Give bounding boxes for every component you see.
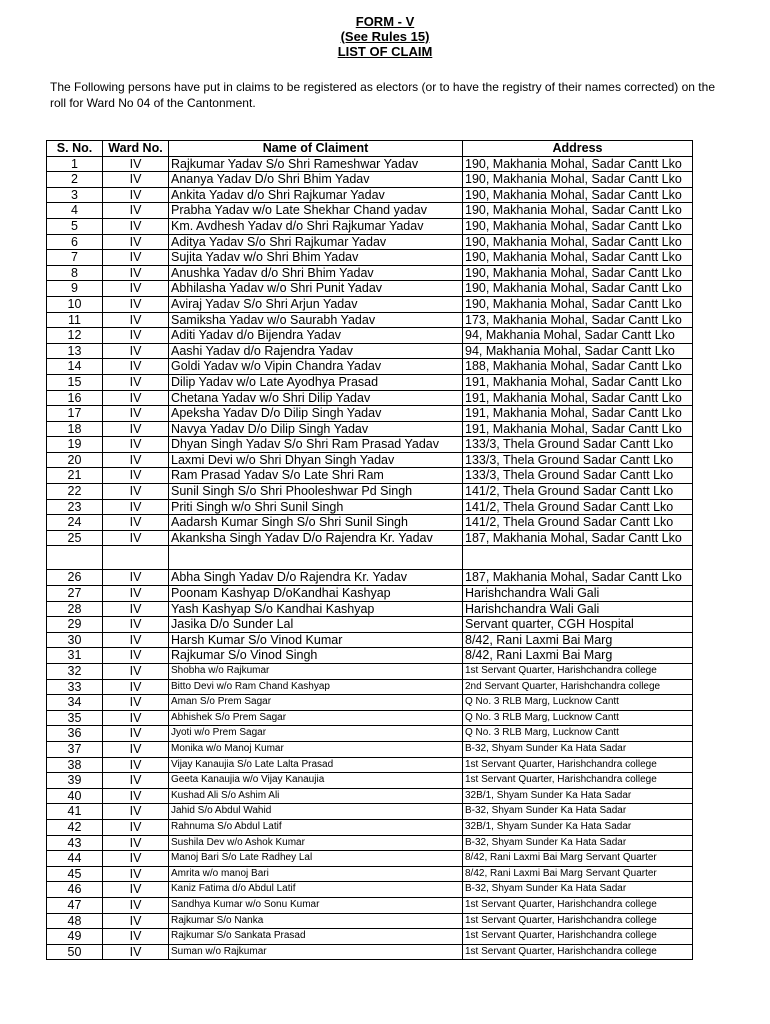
cell-sno: 33 [47, 679, 103, 695]
cell-name: Km. Avdhesh Yadav d/o Shri Rajkumar Yadav [169, 218, 463, 234]
cell-address: 133/3, Thela Ground Sadar Cantt Lko [463, 437, 693, 453]
cell-sno: 6 [47, 234, 103, 250]
table-row [47, 234, 693, 250]
cell-ward: IV [103, 437, 169, 453]
cell-name: Laxmi Devi w/o Shri Dhyan Singh Yadav [169, 452, 463, 468]
cell-ward: IV [103, 601, 169, 617]
table-row [47, 250, 693, 266]
cell-name: Sunil Singh S/o Shri Phooleshwar Pd Singh [169, 484, 463, 500]
cell-ward: IV [103, 172, 169, 188]
cell-sno: 15 [47, 374, 103, 390]
cell-name [169, 546, 463, 570]
cell-name: Abha Singh Yadav D/o Rajendra Kr. Yadav [169, 570, 463, 586]
cell-sno: 36 [47, 726, 103, 742]
cell-ward: IV [103, 929, 169, 945]
cell-ward: IV [103, 897, 169, 913]
table-row [47, 296, 693, 312]
list-title: LIST OF CLAIM [337, 44, 433, 59]
table-row [47, 546, 693, 570]
cell-address: B-32, Shyam Sunder Ka Hata Sadar [463, 882, 693, 898]
cell-name: Bitto Devi w/o Ram Chand Kashyap [169, 679, 463, 695]
cell-name: Kaniz Fatima d/o Abdul Latif [169, 882, 463, 898]
cell-name: Samiksha Yadav w/o Saurabh Yadav [169, 312, 463, 328]
table-row [47, 265, 693, 281]
table-row [47, 726, 693, 742]
cell-address: 191, Makhania Mohal, Sadar Cantt Lko [463, 421, 693, 437]
cell-address: 1st Servant Quarter, Harishchandra college [463, 757, 693, 773]
table-row [47, 664, 693, 680]
cell-sno: 28 [47, 601, 103, 617]
table-row [47, 804, 693, 820]
table-row [47, 530, 693, 546]
cell-name: Rajkumar S/o Sankata Prasad [169, 929, 463, 945]
cell-sno: 22 [47, 484, 103, 500]
table-row [47, 468, 693, 484]
cell-ward: IV [103, 788, 169, 804]
cell-address: 1st Servant Quarter, Harishchandra college [463, 773, 693, 789]
cell-name: Priti Singh w/o Shri Sunil Singh [169, 499, 463, 515]
cell-ward: IV [103, 804, 169, 820]
cell-address: B-32, Shyam Sunder Ka Hata Sadar [463, 741, 693, 757]
rules-reference: (See Rules 15) [340, 29, 430, 44]
cell-name: Anushka Yadav d/o Shri Bhim Yadav [169, 265, 463, 281]
table-row [47, 835, 693, 851]
cell-ward: IV [103, 187, 169, 203]
cell-sno: 46 [47, 882, 103, 898]
cell-ward: IV [103, 617, 169, 633]
cell-ward: IV [103, 234, 169, 250]
cell-name: Harsh Kumar S/o Vinod Kumar [169, 632, 463, 648]
table-row [47, 499, 693, 515]
cell-sno: 44 [47, 851, 103, 867]
claims-table-body [47, 156, 693, 960]
cell-address: 94, Makhania Mohal, Sadar Cantt Lko [463, 343, 693, 359]
cell-address: Q No. 3 RLB Marg, Lucknow Cantt [463, 695, 693, 711]
cell-sno [47, 546, 103, 570]
cell-address: B-32, Shyam Sunder Ka Hata Sadar [463, 804, 693, 820]
cell-sno: 27 [47, 586, 103, 602]
cell-ward: IV [103, 944, 169, 960]
table-row [47, 187, 693, 203]
table-row [47, 203, 693, 219]
cell-name: Sandhya Kumar w/o Sonu Kumar [169, 897, 463, 913]
cell-address: 1st Servant Quarter, Harishchandra college [463, 664, 693, 680]
cell-sno: 32 [47, 664, 103, 680]
cell-name: Akanksha Singh Yadav D/o Rajendra Kr. Yadav [169, 530, 463, 546]
cell-name: Shobha w/o Rajkumar [169, 664, 463, 680]
cell-name: Ram Prasad Yadav S/o Late Shri Ram [169, 468, 463, 484]
cell-ward: IV [103, 679, 169, 695]
cell-ward: IV [103, 586, 169, 602]
table-row [47, 218, 693, 234]
cell-address: 1st Servant Quarter, Harishchandra college [463, 929, 693, 945]
cell-address: 141/2, Thela Ground Sadar Cantt Lko [463, 499, 693, 515]
cell-address: 190, Makhania Mohal, Sadar Cantt Lko [463, 250, 693, 266]
table-row [47, 913, 693, 929]
cell-ward: IV [103, 695, 169, 711]
cell-address: Harishchandra Wali Gali [463, 586, 693, 602]
cell-ward: IV [103, 406, 169, 422]
table-row [47, 406, 693, 422]
cell-address: 187, Makhania Mohal, Sadar Cantt Lko [463, 570, 693, 586]
cell-sno: 26 [47, 570, 103, 586]
cell-sno: 4 [47, 203, 103, 219]
table-row [47, 484, 693, 500]
cell-address: 188, Makhania Mohal, Sadar Cantt Lko [463, 359, 693, 375]
cell-address: 8/42, Rani Laxmi Bai Marg Servant Quarter [463, 851, 693, 867]
cell-sno: 13 [47, 343, 103, 359]
cell-ward: IV [103, 468, 169, 484]
cell-address: 133/3, Thela Ground Sadar Cantt Lko [463, 468, 693, 484]
cell-address: 173, Makhania Mohal, Sadar Cantt Lko [463, 312, 693, 328]
cell-ward: IV [103, 851, 169, 867]
cell-sno: 45 [47, 866, 103, 882]
cell-address: 1st Servant Quarter, Harishchandra college [463, 897, 693, 913]
cell-name: Rahnuma S/o Abdul Latif [169, 819, 463, 835]
cell-ward: IV [103, 741, 169, 757]
cell-ward: IV [103, 421, 169, 437]
cell-sno: 10 [47, 296, 103, 312]
column-header-sno: S. No. [47, 141, 103, 157]
cell-name: Aadarsh Kumar Singh S/o Shri Sunil Singh [169, 515, 463, 531]
cell-name: Monika w/o Manoj Kumar [169, 741, 463, 757]
cell-address: 1st Servant Quarter, Harishchandra college [463, 944, 693, 960]
cell-sno: 42 [47, 819, 103, 835]
table-row [47, 156, 693, 172]
column-header-address: Address [463, 141, 693, 157]
cell-address: B-32, Shyam Sunder Ka Hata Sadar [463, 835, 693, 851]
table-row [47, 281, 693, 297]
cell-ward: IV [103, 374, 169, 390]
cell-ward: IV [103, 632, 169, 648]
cell-ward: IV [103, 819, 169, 835]
cell-address: 32B/1, Shyam Sunder Ka Hata Sadar [463, 819, 693, 835]
cell-ward: IV [103, 664, 169, 680]
cell-address [463, 546, 693, 570]
cell-sno: 12 [47, 328, 103, 344]
table-row [47, 929, 693, 945]
cell-address: 141/2, Thela Ground Sadar Cantt Lko [463, 515, 693, 531]
cell-ward: IV [103, 281, 169, 297]
cell-sno: 41 [47, 804, 103, 820]
table-row [47, 741, 693, 757]
cell-address: 32B/1, Shyam Sunder Ka Hata Sadar [463, 788, 693, 804]
table-row [47, 359, 693, 375]
cell-name: Kushad Ali S/o Ashim Ali [169, 788, 463, 804]
cell-sno: 30 [47, 632, 103, 648]
cell-name: Abhilasha Yadav w/o Shri Punit Yadav [169, 281, 463, 297]
cell-ward: IV [103, 570, 169, 586]
table-row [47, 421, 693, 437]
cell-name: Ankita Yadav d/o Shri Rajkumar Yadav [169, 187, 463, 203]
cell-name: Poonam Kashyap D/oKandhai Kashyap [169, 586, 463, 602]
cell-ward: IV [103, 312, 169, 328]
cell-ward: IV [103, 218, 169, 234]
cell-name: Prabha Yadav w/o Late Shekhar Chand yadav [169, 203, 463, 219]
cell-sno: 9 [47, 281, 103, 297]
cell-name: Rajkumar S/o Nanka [169, 913, 463, 929]
cell-ward: IV [103, 866, 169, 882]
cell-ward [103, 546, 169, 570]
cell-name: Chetana Yadav w/o Shri Dilip Yadav [169, 390, 463, 406]
table-row [47, 757, 693, 773]
cell-ward: IV [103, 648, 169, 664]
cell-address: 191, Makhania Mohal, Sadar Cantt Lko [463, 374, 693, 390]
cell-name: Yash Kashyap S/o Kandhai Kashyap [169, 601, 463, 617]
cell-name: Manoj Bari S/o Late Radhey Lal [169, 851, 463, 867]
cell-sno: 40 [47, 788, 103, 804]
cell-sno: 38 [47, 757, 103, 773]
cell-ward: IV [103, 757, 169, 773]
cell-ward: IV [103, 156, 169, 172]
cell-name: Navya Yadav D/o Dilip Singh Yadav [169, 421, 463, 437]
cell-ward: IV [103, 452, 169, 468]
cell-sno: 17 [47, 406, 103, 422]
cell-name: Aditi Yadav d/o Bijendra Yadav [169, 328, 463, 344]
table-row [47, 944, 693, 960]
cell-ward: IV [103, 203, 169, 219]
cell-name: Ananya Yadav D/o Shri Bhim Yadav [169, 172, 463, 188]
cell-ward: IV [103, 499, 169, 515]
cell-name: Apeksha Yadav D/o Dilip Singh Yadav [169, 406, 463, 422]
cell-address: 133/3, Thela Ground Sadar Cantt Lko [463, 452, 693, 468]
cell-address: 190, Makhania Mohal, Sadar Cantt Lko [463, 172, 693, 188]
cell-ward: IV [103, 773, 169, 789]
cell-address: 8/42, Rani Laxmi Bai Marg [463, 632, 693, 648]
cell-ward: IV [103, 530, 169, 546]
cell-name: Jasika D/o Sunder Lal [169, 617, 463, 633]
cell-name: Dilip Yadav w/o Late Ayodhya Prasad [169, 374, 463, 390]
cell-ward: IV [103, 726, 169, 742]
intro-paragraph: The Following persons have put in claims to be registered as electors (or to have the registry of their names corrected) on the roll for Ward No 04 of the Cantonment. [50, 80, 715, 110]
cell-address: 2nd Servant Quarter, Harishchandra college [463, 679, 693, 695]
cell-name: Geeta Kanaujia w/o Vijay Kanaujia [169, 773, 463, 789]
cell-address: 141/2, Thela Ground Sadar Cantt Lko [463, 484, 693, 500]
table-row [47, 710, 693, 726]
table-row [47, 515, 693, 531]
cell-ward: IV [103, 913, 169, 929]
table-row [47, 819, 693, 835]
table-row [47, 437, 693, 453]
cell-address: 1st Servant Quarter, Harishchandra college [463, 913, 693, 929]
cell-sno: 20 [47, 452, 103, 468]
cell-sno: 23 [47, 499, 103, 515]
table-row [47, 312, 693, 328]
table-row [47, 648, 693, 664]
cell-ward: IV [103, 265, 169, 281]
cell-address: 94, Makhania Mohal, Sadar Cantt Lko [463, 328, 693, 344]
cell-sno: 5 [47, 218, 103, 234]
cell-sno: 50 [47, 944, 103, 960]
cell-address: 187, Makhania Mohal, Sadar Cantt Lko [463, 530, 693, 546]
cell-sno: 37 [47, 741, 103, 757]
cell-address: Servant quarter, CGH Hospital [463, 617, 693, 633]
cell-address: 190, Makhania Mohal, Sadar Cantt Lko [463, 281, 693, 297]
table-row [47, 601, 693, 617]
cell-ward: IV [103, 296, 169, 312]
cell-ward: IV [103, 484, 169, 500]
cell-sno: 43 [47, 835, 103, 851]
cell-name: Abhishek S/o Prem Sagar [169, 710, 463, 726]
cell-name: Sushila Dev w/o Ashok Kumar [169, 835, 463, 851]
cell-sno: 25 [47, 530, 103, 546]
cell-address: 191, Makhania Mohal, Sadar Cantt Lko [463, 406, 693, 422]
cell-sno: 21 [47, 468, 103, 484]
cell-name: Goldi Yadav w/o Vipin Chandra Yadav [169, 359, 463, 375]
cell-name: Jyoti w/o Prem Sagar [169, 726, 463, 742]
cell-name: Sujita Yadav w/o Shri Bhim Yadav [169, 250, 463, 266]
table-row [47, 570, 693, 586]
cell-sno: 29 [47, 617, 103, 633]
cell-address: Harishchandra Wali Gali [463, 601, 693, 617]
cell-sno: 8 [47, 265, 103, 281]
cell-address: 190, Makhania Mohal, Sadar Cantt Lko [463, 218, 693, 234]
cell-name: Aditya Yadav S/o Shri Rajkumar Yadav [169, 234, 463, 250]
cell-name: Rajkumar Yadav S/o Shri Rameshwar Yadav [169, 156, 463, 172]
cell-sno: 49 [47, 929, 103, 945]
table-row [47, 897, 693, 913]
table-row [47, 632, 693, 648]
cell-ward: IV [103, 328, 169, 344]
cell-address: 8/42, Rani Laxmi Bai Marg [463, 648, 693, 664]
cell-sno: 39 [47, 773, 103, 789]
cell-address: 8/42, Rani Laxmi Bai Marg Servant Quarter [463, 866, 693, 882]
cell-address: 190, Makhania Mohal, Sadar Cantt Lko [463, 265, 693, 281]
cell-address: 190, Makhania Mohal, Sadar Cantt Lko [463, 296, 693, 312]
cell-ward: IV [103, 515, 169, 531]
cell-sno: 2 [47, 172, 103, 188]
cell-name: Jahid S/o Abdul Wahid [169, 804, 463, 820]
cell-sno: 11 [47, 312, 103, 328]
table-row [47, 172, 693, 188]
cell-address: Q No. 3 RLB Marg, Lucknow Cantt [463, 710, 693, 726]
column-header-ward: Ward No. [103, 141, 169, 157]
cell-sno: 1 [47, 156, 103, 172]
table-row [47, 851, 693, 867]
table-row [47, 328, 693, 344]
cell-sno: 14 [47, 359, 103, 375]
table-row [47, 882, 693, 898]
cell-sno: 3 [47, 187, 103, 203]
cell-ward: IV [103, 710, 169, 726]
cell-ward: IV [103, 390, 169, 406]
cell-sno: 19 [47, 437, 103, 453]
column-header-name: Name of Claiment [169, 141, 463, 157]
cell-address: 190, Makhania Mohal, Sadar Cantt Lko [463, 234, 693, 250]
cell-address: Q No. 3 RLB Marg, Lucknow Cantt [463, 726, 693, 742]
table-row [47, 695, 693, 711]
table-row [47, 343, 693, 359]
cell-sno: 24 [47, 515, 103, 531]
cell-sno: 18 [47, 421, 103, 437]
table-row [47, 773, 693, 789]
cell-sno: 35 [47, 710, 103, 726]
table-row [47, 586, 693, 602]
table-row [47, 374, 693, 390]
table-row [47, 679, 693, 695]
cell-sno: 7 [47, 250, 103, 266]
cell-address: 191, Makhania Mohal, Sadar Cantt Lko [463, 390, 693, 406]
table-row [47, 617, 693, 633]
table-row [47, 866, 693, 882]
cell-sno: 47 [47, 897, 103, 913]
cell-sno: 31 [47, 648, 103, 664]
cell-name: Rajkumar S/o Vinod Singh [169, 648, 463, 664]
cell-address: 190, Makhania Mohal, Sadar Cantt Lko [463, 187, 693, 203]
cell-name: Aman S/o Prem Sagar [169, 695, 463, 711]
cell-name: Suman w/o Rajkumar [169, 944, 463, 960]
cell-sno: 34 [47, 695, 103, 711]
form-title: FORM - V [355, 14, 415, 29]
cell-ward: IV [103, 250, 169, 266]
claims-table [46, 140, 693, 960]
cell-ward: IV [103, 343, 169, 359]
table-row [47, 452, 693, 468]
cell-address: 190, Makhania Mohal, Sadar Cantt Lko [463, 156, 693, 172]
cell-name: Dhyan Singh Yadav S/o Shri Ram Prasad Yadav [169, 437, 463, 453]
cell-ward: IV [103, 359, 169, 375]
cell-name: Aviraj Yadav S/o Shri Arjun Yadav [169, 296, 463, 312]
table-header-row [47, 141, 693, 157]
cell-ward: IV [103, 882, 169, 898]
cell-ward: IV [103, 835, 169, 851]
cell-name: Vijay Kanaujia S/o Late Lalta Prasad [169, 757, 463, 773]
cell-name: Amrita w/o manoj Bari [169, 866, 463, 882]
cell-address: 190, Makhania Mohal, Sadar Cantt Lko [463, 203, 693, 219]
cell-sno: 16 [47, 390, 103, 406]
table-row [47, 390, 693, 406]
cell-sno: 48 [47, 913, 103, 929]
table-row [47, 788, 693, 804]
cell-name: Aashi Yadav d/o Rajendra Yadav [169, 343, 463, 359]
